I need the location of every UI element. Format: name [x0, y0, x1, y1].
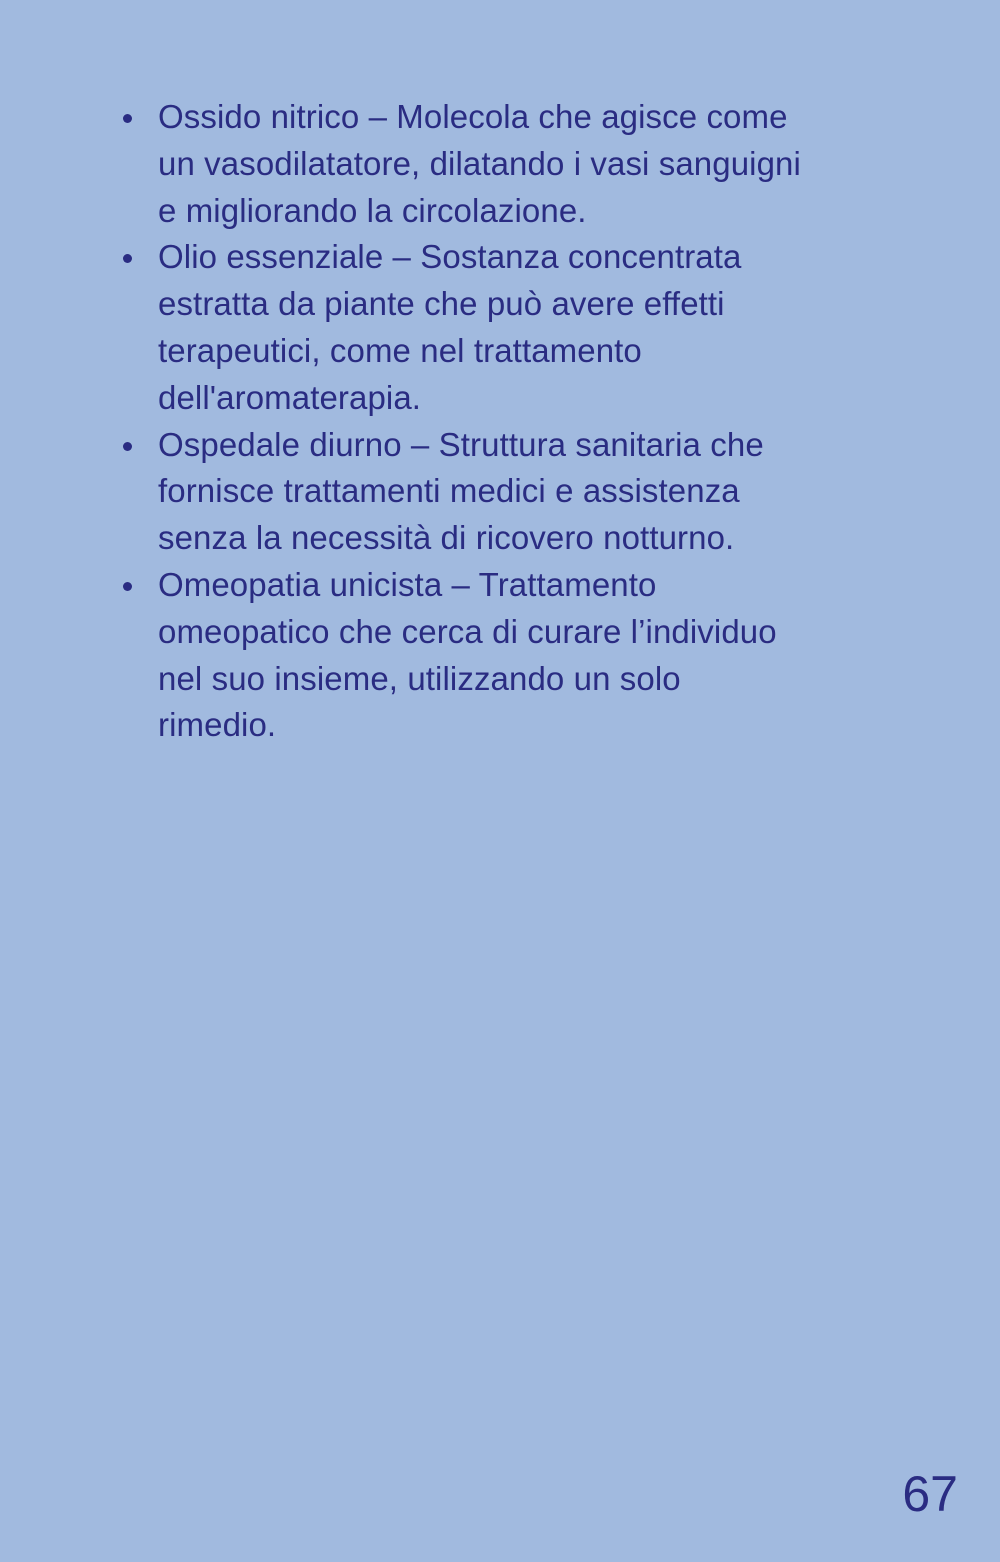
page-number: 67	[902, 1466, 958, 1522]
glossary-item-ospedale-diurno	[158, 422, 918, 562]
glossary-item-text-line: nel suo insieme, utilizzando un solo	[158, 659, 681, 697]
glossary-item-text-line: omeopatico che cerca di curare l’individuo	[158, 612, 777, 650]
glossary-item-text-line: estratta da piante che può avere effetti	[158, 285, 725, 323]
glossary-item-text-line: rimedio.	[158, 706, 277, 744]
glossary-list	[158, 94, 918, 749]
glossary-item-ossido-nitrico	[158, 94, 918, 234]
glossary-item-text-line: senza la necessità di ricovero notturno.	[158, 519, 735, 557]
glossary-item-omeopatia-unicista	[158, 562, 918, 749]
glossary-item-text-line: Olio essenziale – Sostanza concentrata	[158, 238, 742, 276]
glossary-item-text-line: dell'aromaterapia.	[158, 378, 422, 416]
bullet-icon	[123, 442, 132, 451]
glossary-item-text-line: Omeopatia unicista – Trattamento	[158, 565, 657, 603]
glossary-item-olio-essenziale	[158, 234, 918, 421]
glossary-item-text-line: fornisce trattamenti medici e assistenza	[158, 472, 740, 510]
glossary-item-text-line: un vasodilatatore, dilatando i vasi sanguigni	[158, 144, 801, 182]
glossary-item-text-line: terapeutici, come nel trattamento	[158, 331, 642, 369]
bullet-icon	[123, 254, 132, 263]
glossary-item-text-line: e migliorando la circolazione.	[158, 191, 587, 229]
bullet-icon	[123, 582, 132, 591]
bullet-icon	[123, 114, 132, 123]
glossary-item-text-line: Ossido nitrico – Molecola che agisce come	[158, 98, 788, 135]
glossary-item-text-line: Ospedale diurno – Struttura sanitaria che	[158, 425, 764, 463]
